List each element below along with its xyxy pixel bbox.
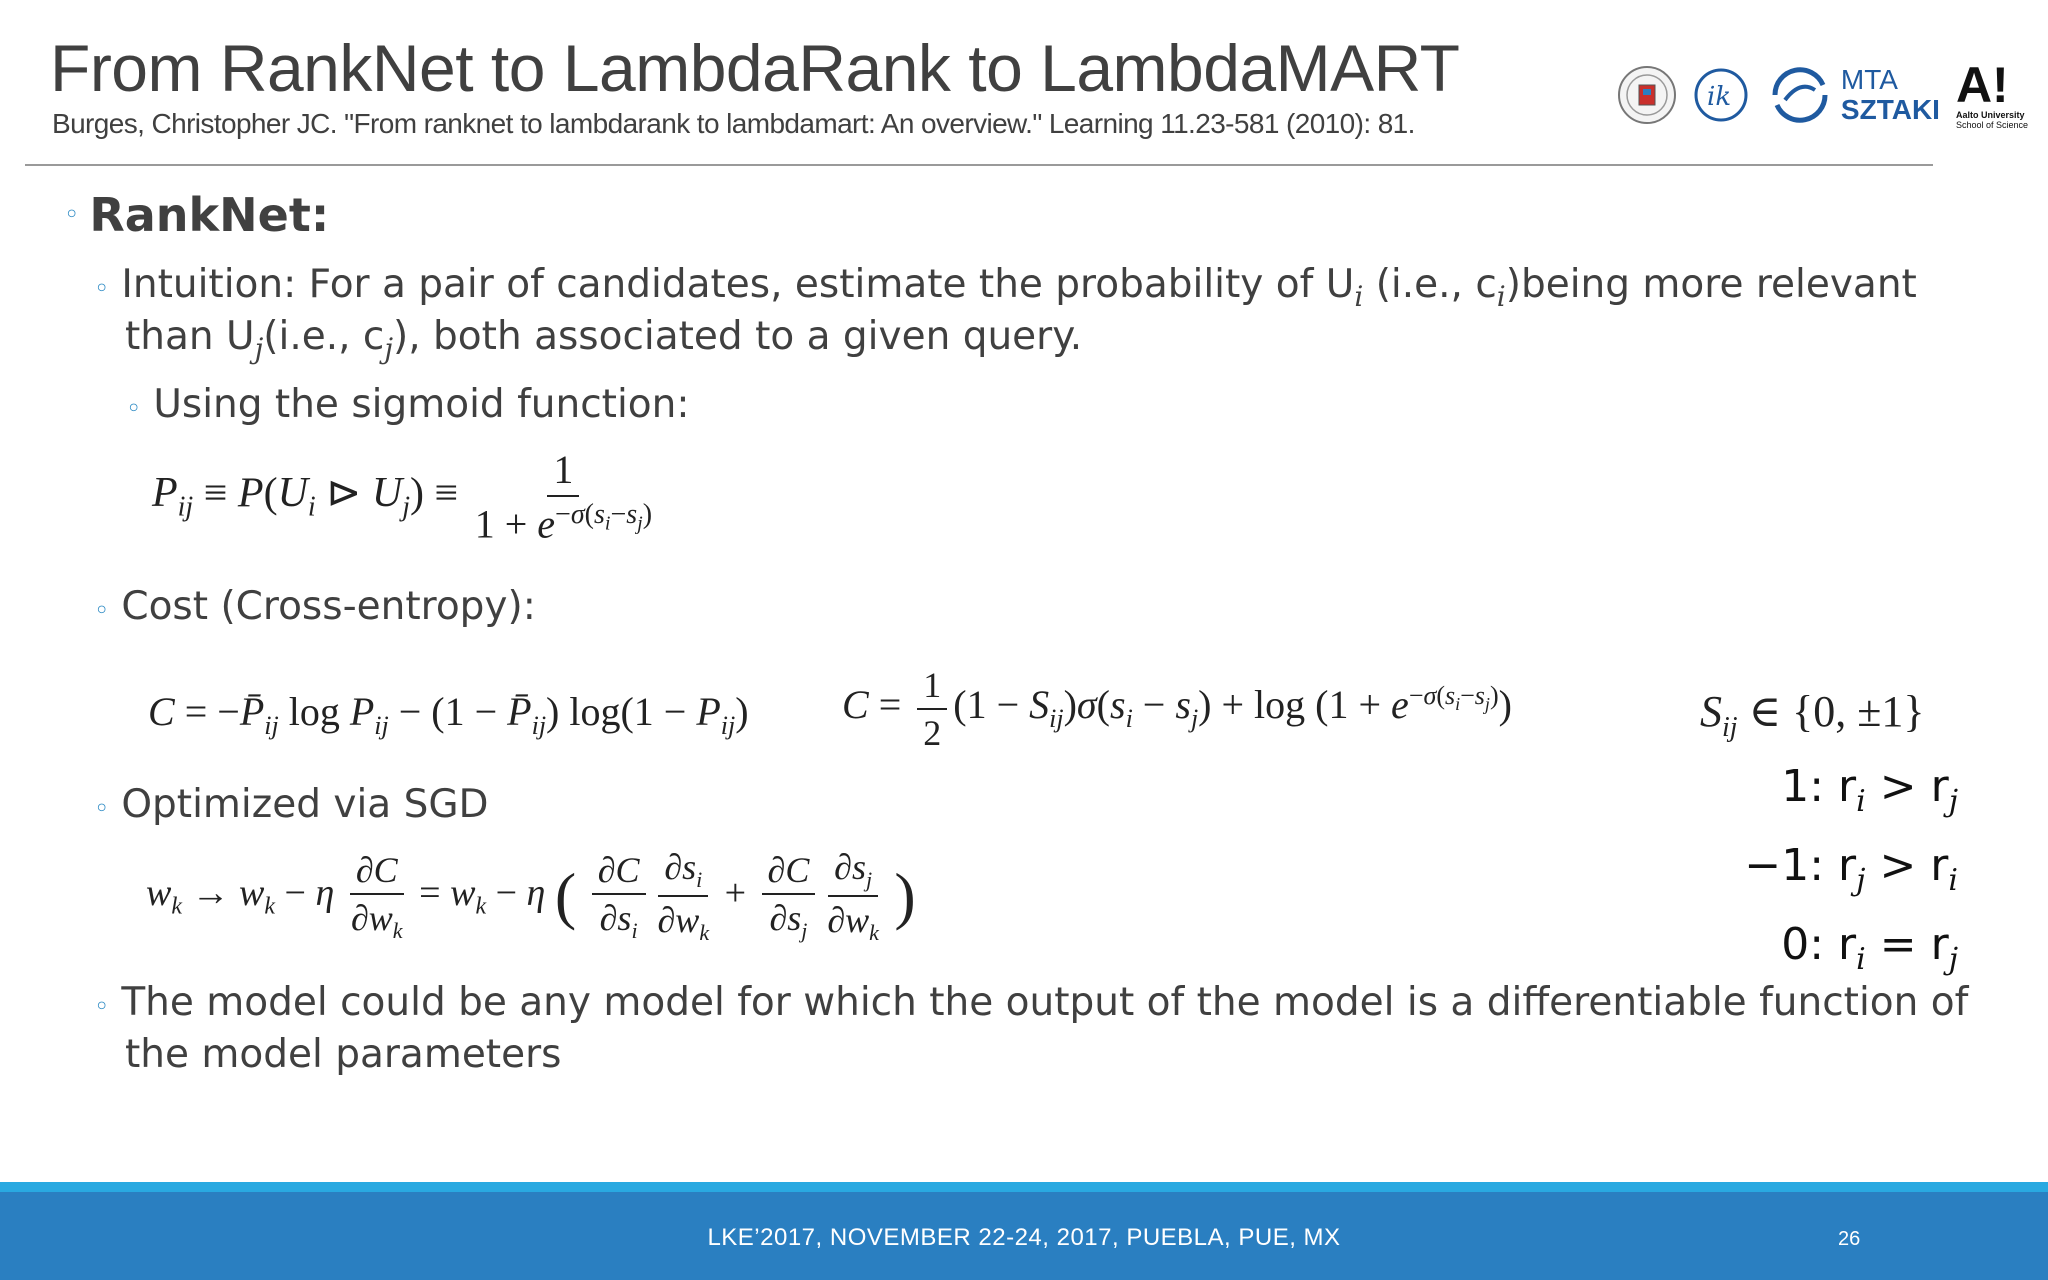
relation-legend [1744,755,1958,991]
relation-sub: i [1856,941,1866,977]
intuition-part: (i.e., c [263,314,385,359]
ik-logo-icon [1693,67,1749,123]
cost-s-formula: C = $\frac{1}{2}$ $(1 - S_{ij})\sigma(s_i - s_j) + \log (1 + e^{-\sigma(s_i-s_j)})$ [842,665,1512,753]
relation-sub: i [1948,862,1958,898]
sztaki-swoosh-icon [1765,60,1835,130]
intuition-part: ), both associated to a given query. [393,314,1083,359]
relation-sub: i [1856,783,1866,819]
relation-sub: j [1856,862,1866,898]
relation-negative [1744,834,1958,913]
intuition-sub: i [1354,279,1364,313]
model-text-2: the model parameters [125,1032,562,1077]
relation-sub: j [1948,783,1958,819]
sij-set-formula: $S_{ij}$ ∈ {0, ±1} [1700,687,1925,743]
bullet-ranknet [64,188,329,242]
cost-text: Cost (Cross-entropy): [121,584,536,629]
mta-text: MTA [1840,64,1898,95]
logo-strip [1617,50,2028,140]
bullet-marker: ◦ [126,394,142,424]
intuition-text-2 [125,314,1082,365]
bullet-marker: ◦ [94,992,110,1022]
model-text: The model could be any model for which the output of the model is a differentiable function of [121,980,1969,1025]
intuition-part: Intuition: For a pair of candidates, estimate the probability of U [121,262,1355,307]
header-divider [25,164,1933,166]
bullet-sgd [94,782,489,827]
relation-sub: j [1948,941,1958,977]
bullet-cost [94,584,536,629]
relation-part: > r [1865,761,1949,812]
page-number: 26 [1838,1228,1861,1250]
aalto-school-text: School of Science [1955,120,2028,130]
bullet-marker: ◦ [94,596,110,626]
aalto-university-text: Aalto University [1955,110,2025,120]
slide-title: From RankNet to LambdaRank to LambdaMART [50,31,1460,105]
footer-text: LKE’2017, NOVEMBER 22-24, 2017, PUEBLA, PUE, MX [707,1224,1341,1251]
svg-text:ik: ik [1706,82,1731,112]
intuition-sub: j [384,331,394,365]
relation-part: 0: r [1781,918,1857,970]
bullet-marker: ◦ [94,274,110,304]
intuition-part: (i.e., c [1363,262,1497,307]
bullet-intuition [94,262,1917,313]
aalto-logo [1955,57,2028,130]
footer-accent-bar [0,1182,2048,1192]
relation-part: −1: r [1744,839,1857,891]
bullet-marker: ◦ [94,794,110,824]
relation-part: 1: r [1781,761,1857,812]
intuition-text [121,262,1917,313]
sgd-text: Optimized via SGD [121,782,489,827]
intuition-part: )being more relevant [1505,262,1917,307]
bullet-marker: ◦ [64,200,80,230]
section-heading: RankNet: [89,188,330,242]
sgd-formula: $w_k \to w_k - \eta$ $\frac{\partial C}{\partial w_k}$ = $w_k - \eta$ ( $\frac{\partial C}{\partial s_i}$ $\frac{\partial s_i}{\partial w_k}$ + $\frac{\partial C}{\partial s_j}$ $\frac{\partial s_j}{\partial w_k}$ ) [146,847,916,946]
mta-sztaki-logo [1765,60,1940,130]
intuition-line-2 [125,314,1082,365]
bullet-model [94,980,1968,1025]
slide-citation: Burges, Christopher JC. "From ranknet to lambdarank to lambdamart: An overview." Learning 11.23-581 (2010): 81. [52,108,1415,139]
sigmoid-text: Using the sigmoid function: [153,382,690,427]
bullet-sigmoid [126,382,690,427]
relation-part: > r [1865,839,1949,891]
relation-part: = r [1865,918,1949,970]
intuition-sub: j [254,331,264,365]
intuition-sub: i [1496,279,1506,313]
cross-entropy-formula: $C = -P̄_{ij}$ $\log P_{ij} - (1$ − $P̄_{ij}$) $\log(1 - P_{ij})$ [148,689,749,740]
model-line-2 [125,1032,561,1077]
relation-positive [1744,755,1958,834]
university-seal-icon [1617,65,1677,125]
intuition-part: than U [125,314,255,359]
sigmoid-formula: $P_{ij} \equiv P(U_i$ ⊳ $U_j$) ≡ $\frac{1}{1 + e^{-\sigma(s_i-s_j)}}$ [152,447,653,547]
sztaki-text: SZTAKI [1840,94,1940,125]
aalto-mark: A! [1955,57,2009,113]
